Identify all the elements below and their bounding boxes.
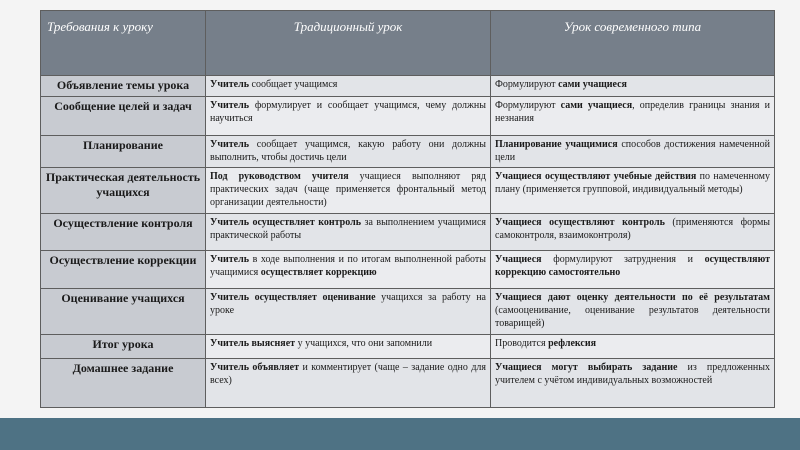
bold-text: Учащиеся могут выбирать задание [495,361,678,373]
bold-text: сами учащиеся [558,79,627,90]
bold-text: сами учащиеся [560,99,633,111]
bold-text: осуществляют коррекцию самостоятельно [495,253,770,278]
traditional-cell [206,96,491,135]
table-row [41,168,775,214]
comparison-table [40,10,775,408]
cell-text: сообщает учащимся [249,79,338,90]
table-row [41,250,775,288]
modern-cell [491,214,775,251]
cell-text: учащиеся выполняют ряд практических задач (чаще применяется фронтальный метод организации деятельности) [210,171,486,209]
bottom-band [0,418,800,450]
cell-text: Формулируют [495,99,561,111]
modern-cell [491,334,775,358]
cell-text: способов достижения намеченной цели [495,138,770,163]
bold-text: Учитель [210,138,249,150]
cell-text: формулируют затруднения и [541,253,705,265]
requirement-cell: Осуществление коррекции [41,250,206,288]
cell-text: из предложенных учителем с учётом индивидуальных возможностей [495,361,770,386]
table-row [41,214,775,251]
table-row [41,334,775,358]
cell-text: (применяются формы самоконтроля, взаимоконтроля) [495,217,770,242]
bold-text: Учитель объявляет [210,361,300,373]
modern-cell [491,168,775,214]
requirement-cell: Планирование [41,135,206,167]
cell-text: (самооценивание, оценивание результатов деятельности товарищей) [495,304,770,329]
header-requirements: Требования к уроку [41,11,206,76]
modern-cell [491,358,775,407]
table-row [41,288,775,334]
cell-text: сообщает учащимся, какую работу они должны выполнить, чтобы достичь цели [210,138,486,163]
modern-cell [491,96,775,135]
bold-text: Учащиеся осуществляют учебные действия [495,171,697,183]
requirement-cell: Практическая деятельность учащихся [41,168,206,214]
cell-text: за выполнением учащимися практической работы [210,217,486,242]
table-row [41,76,775,97]
cell-text: в ходе выполнения и по итогам выполненной работы учащимися [210,253,486,278]
traditional-cell [206,334,491,358]
table-row [41,135,775,167]
cell-text: учащихся за работу на уроке [210,291,486,316]
requirement-cell: Оценивание учащихся [41,288,206,334]
bold-text: Учащиеся дают оценку деятельности по её результатам [495,291,770,303]
requirement-cell: Объявление темы урока [41,76,206,97]
modern-cell [491,76,775,97]
traditional-cell [206,76,491,97]
traditional-cell [206,214,491,251]
requirement-cell: Итог урока [41,334,206,358]
modern-cell [491,135,775,167]
bold-text: Учитель осуществляет контроль [210,217,362,229]
cell-text: , определив границы знания и незнания [495,99,770,124]
cell-text: формулирует и сообщает учащимся, чему должны научиться [210,99,486,124]
traditional-cell [206,135,491,167]
traditional-cell [206,168,491,214]
header-traditional: Традиционный урок [206,11,491,76]
bold-text: Учитель выясняет [210,337,296,349]
table-row [41,358,775,407]
cell-text: и комментирует (чаще – задание одно для всех) [210,361,487,386]
modern-cell [491,288,775,334]
bold-text: рефлексия [548,337,597,349]
bold-text: Учитель осуществляет оценивание [210,291,376,303]
traditional-cell [206,250,491,288]
bold-text: Учитель [210,99,249,111]
bold-text: Планирование учащимися [495,138,618,150]
traditional-cell [206,288,491,334]
bold-text: Под руководством учителя [210,171,349,183]
requirement-cell: Домашнее задание [41,358,206,407]
bold-text: Учащиеся [495,253,542,265]
bold-text: Учитель [210,253,249,265]
requirement-cell: Сообщение целей и задач [41,96,206,135]
cell-text: у учащихся, что они запомнили [295,337,433,349]
bold-text: Учащиеся осуществляют контроль [495,217,665,229]
cell-text: Проводится [495,337,549,349]
traditional-cell [206,358,491,407]
requirement-cell: Осуществление контроля [41,214,206,251]
cell-text: по намеченному плану (применяется групповой, индивидуальный методы) [495,171,770,196]
cell-text: Формулируют [495,79,559,90]
modern-cell [491,250,775,288]
table-header-row [41,11,775,76]
header-modern: Урок современного типа [491,11,775,76]
table-row [41,96,775,135]
bold-text: Учитель [210,79,249,90]
bold-text: осуществляет коррекцию [260,266,377,278]
